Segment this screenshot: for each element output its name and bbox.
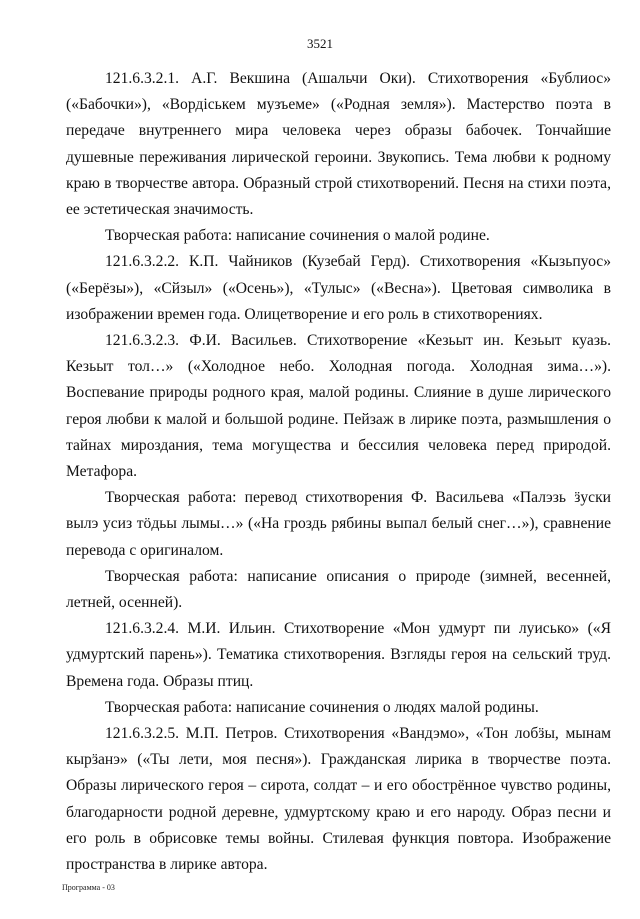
paragraph-petrov: 121.6.3.2.5. М.П. Петров. Стихотворения «Вандэмо», «Тон лобӟы, мынам кырӟанэ» («Ты лети, моя песня»). Гражданская лирика в творчестве поэта. Образы лирического героя – сирота, солдат – и его обострённое чувство родины, благодарности родной деревне, удмуртскому краю и его народу. Образ песни и его роль в обрисовке темы войны. Стилевая функция повтора. Изображение пространства в лирике автора. (66, 725, 611, 874)
paragraph-creative-task-2: Творческая работа: перевод стихотворения Ф. Васильева «Палэзь ӟуски вылэ усиз тӧдьы лымы…» («На гроздь рябины выпал белый снег…»), сравнение перевода с оригиналом. (66, 489, 611, 559)
paragraph-vekshina: 121.6.3.2.1. А.Г. Векшина (Ашальчи Оки). Стихотворения «Бублиос» («Бабочки»), «Вордiськем музъеме» («Родная земля»). Мастерство поэта в передаче внутреннего мира человека через образы бабочек. Тончайшие душевные переживания лирической героини. Звукопись. Тема любви к родному краю в творчестве автора. Образный строй стихотворений. Песня на стихи поэта, ее эстетическая значимость. (66, 70, 611, 219)
paragraph-creative-task-1: Творческая работа: написание сочинения о малой родине. (105, 227, 490, 245)
paragraph-creative-task-3: Творческая работа: написание описания о природе (зимней, весенней, летней, осенней). (66, 567, 611, 612)
paragraph-vasilyev: 121.6.3.2.3. Ф.И. Васильев. Стихотворение «Кезьыт ин. Кезьыт куазь. Кезьыт тол…» («Холодное небо. Холодная погода. Холодная зима…»). Воспевание природы родного края, малой родины. Слияние в душе лирического героя любви к малой и большой родине. Пейзаж в лирике поэта, размышления о тайнах мироздания, тема могущества и бессилия человека перед природой. Метафора. (66, 332, 611, 481)
page-number: 3521 (307, 36, 333, 51)
document-body (66, 66, 611, 878)
footer-label: Программа - 03 (62, 883, 115, 892)
paragraph-creative-task-4: Творческая работа: написание сочинения о людях малой родины. (105, 698, 539, 716)
paragraph-ilyin: 121.6.3.2.4. М.И. Ильин. Стихотворение «Мон удмурт пи луисько» («Я удмуртский парень»). Тематика стихотворения. Взгляды героя на сельский труд. Времена года. Образы птиц. (66, 620, 611, 690)
paragraph-chaynikov: 121.6.3.2.2. К.П. Чайников (Кузебай Герд). Стихотворения «Кызьпуос» («Берёзы»), «Сйзыл» («Осень»), «Тулыс» («Весна»). Цветовая символика в изображении времен года. Олицетворение и его роль в стихотворениях. (66, 253, 611, 323)
